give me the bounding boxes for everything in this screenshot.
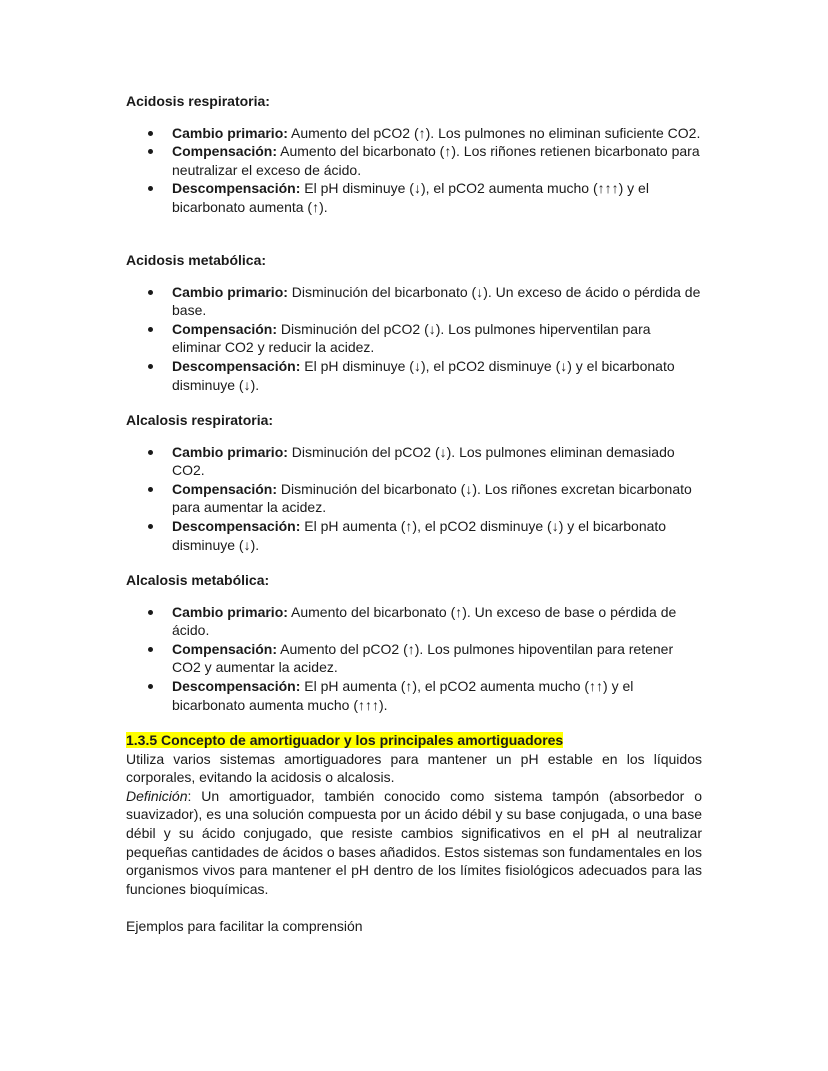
bullet-icon [148,149,153,154]
list-item [172,357,702,394]
item-label: Descompensación: [172,517,301,534]
bullet-icon [148,610,153,615]
bullet-icon [148,131,153,136]
bullet-icon [148,327,153,332]
item-label: Compensación: [172,143,278,160]
section-heading: Alcalosis respiratoria: [126,412,274,428]
list-item [172,640,702,677]
list-item [172,443,702,480]
bullet-icon [148,450,153,455]
item-text: Aumento del bicarbonato (↑). Un exceso de base o pérdida de ácido. [172,603,677,639]
item-label: Cambio primario: [172,443,288,460]
item-label: Cambio primario: [172,124,288,141]
section-alcalosis-metabolica [126,571,702,714]
item-text: El pH disminuye (↓), el pCO2 disminuye (↓) y el bicarbonato disminuye (↓). [172,357,675,393]
highlighted-heading: 1.3.5 Concepto de amortiguador y los principales amortiguadores [126,732,564,748]
list-item [172,603,702,640]
section-heading: Acidosis metabólica: [126,252,267,268]
list-item [172,677,702,714]
list-item [172,124,702,143]
section-acidosis-metabolica [126,251,702,394]
section-buffer-concept [126,731,702,936]
item-label: Compensación: [172,480,278,497]
item-text: El pH disminuye (↓), el pCO2 aumenta mucho (↑↑↑) y el bicarbonato aumenta (↑). [172,180,649,215]
examples-line: Ejemplos para facilitar la comprensión [126,917,363,934]
section-heading: Alcalosis metabólica: [126,572,270,588]
item-label: Descompensación: [172,677,301,694]
item-label: Cambio primario: [172,283,288,300]
definition-label: Definición [126,787,188,804]
section-heading: Acidosis respiratoria: [126,93,270,109]
item-text: Disminución del pCO2 (↓). Los pulmones hiperventilan para eliminar CO2 y reducir la acidez. [172,320,651,356]
bullet-icon [148,364,153,369]
list-item [172,179,702,216]
bullet-icon [148,487,153,492]
list-item [172,283,702,320]
item-text: El pH aumenta (↑), el pCO2 aumenta mucho (↑↑) y el bicarbonato aumenta mucho (↑↑↑). [172,677,634,713]
bullet-icon [148,647,153,652]
bullet-list [126,124,702,217]
list-item [172,480,702,517]
item-text: Disminución del pCO2 (↓). Los pulmones eliminan demasiado CO2. [172,443,675,479]
bullet-list [126,443,702,555]
item-text: Disminución del bicarbonato (↓). Los riñones excretan bicarbonato para aumentar la acidez. [172,480,692,516]
intro-paragraph: Utiliza varios sistemas amortiguadores para mantener un pH estable en los líquidos corporales, evitando la acidosis o alcalosis. [126,750,702,786]
definition-text: : Un amortiguador, también conocido como sistema tampón (absorbedor o suavizador), es una solución compuesta por un ácido débil y su base conjugada, o una base débil y su ácido conjugado, que resiste cambios significativos en el pH al neutralizar pequeñas cantidades de ácidos o bases añadidos. Estos sistemas son fundamentales en los organismos vivos para mantener el pH dentro de los límites fisiológicos adecuados para las funciones bioquímicas. [126,787,702,897]
item-label: Compensación: [172,320,278,337]
definition-paragraph [126,787,702,899]
section-acidosis-respiratoria [126,92,702,217]
bullet-list [126,283,702,395]
section-alcalosis-respiratoria [126,411,702,554]
bullet-icon [148,524,153,529]
bullet-icon [148,186,153,191]
item-label: Cambio primario: [172,603,288,620]
list-item [172,320,702,357]
bullet-icon [148,684,153,689]
item-text: Aumento del bicarbonato (↑). Los riñones retienen bicarbonato para neutralizar el exceso de ácido. [172,143,700,178]
bullet-list [126,603,702,715]
item-text: Aumento del pCO2 (↑). Los pulmones hipoventilan para retener CO2 y aumentar la acidez. [172,640,674,676]
item-text: Aumento del pCO2 (↑). Los pulmones no eliminan suficiente CO2. [287,124,701,141]
item-label: Descompensación: [172,357,301,374]
bullet-icon [148,290,153,295]
item-text: Disminución del bicarbonato (↓). Un exceso de ácido o pérdida de base. [172,283,701,319]
list-item [172,517,702,554]
item-label: Descompensación: [172,180,301,197]
item-text: El pH aumenta (↑), el pCO2 disminuye (↓) y el bicarbonato disminuye (↓). [172,517,667,553]
item-label: Compensación: [172,640,278,657]
list-item [172,142,702,179]
